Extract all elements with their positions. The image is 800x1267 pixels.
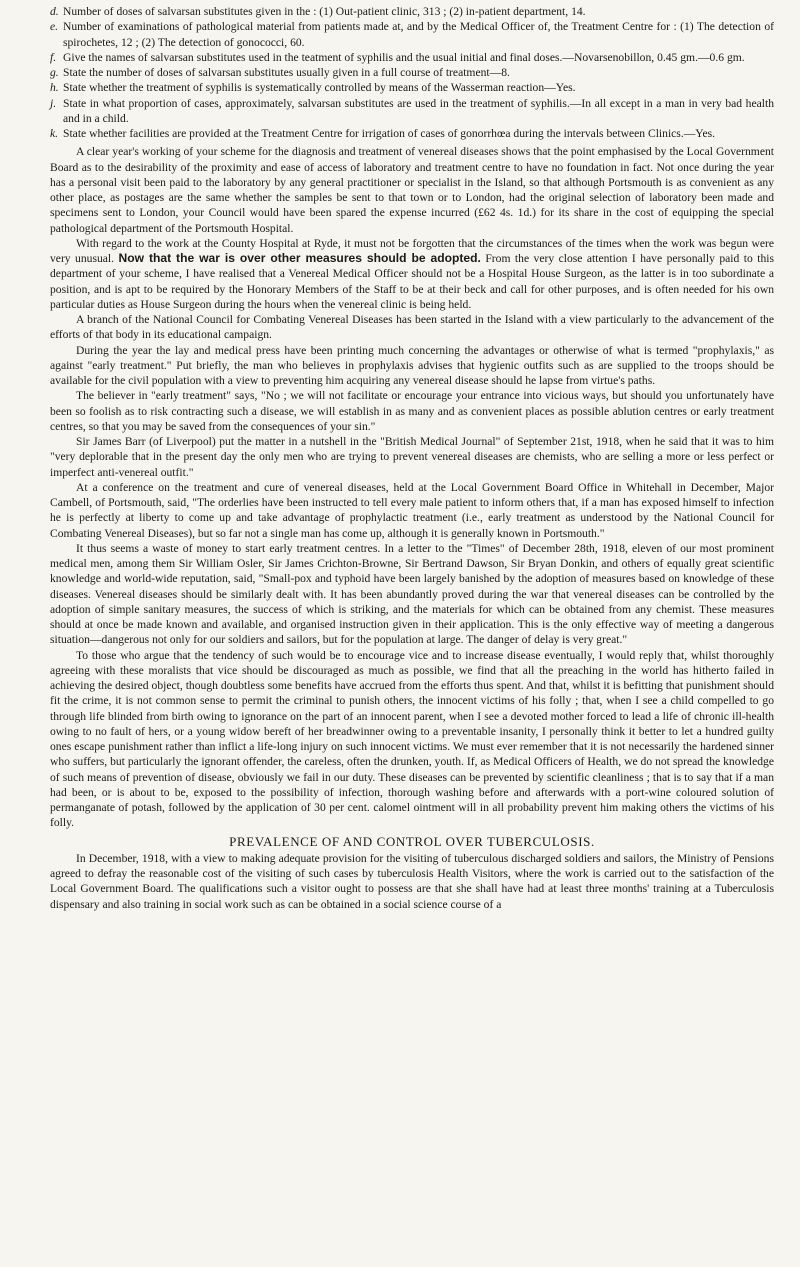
bold-emphasis: Now that the war is over other measures should be adopted. bbox=[118, 251, 481, 265]
paragraph-prophylaxis: During the year the lay and medical press have been printing much concerning the advantages or otherwise of what is termed "prophylaxis," as against "early treatment." Put briefly, the man who believes in prophylaxis advises that hygienic outfits such as are supplied to the troops should be available for the civil population with a view to preventing him acquiring any venereal disease should he lapse from virtue's paths. bbox=[50, 343, 774, 387]
paragraph-moralists: To those who argue that the tendency of such would be to encourage vice and to increase disease eventually, I would reply that, whilst thoroughly agreeing with these moralists that vice should be discouraged as much as possible, we find that all the preaching in the world has hitherto failed in achieving the desired object, though doubtless some benefits have accrued from the efforts thus spent. And that, whilst it is befitting that punishment should fit the crime, it is not common sense to permit the criminal to punish others, the innocent victims of his folly ; that, when I see a child compelled to go through life blinded from birth owing to ignorance on the part of an innocent parent, when I see a devoted mother forced to lead a life of chronic ill-health owing to no fault of hers, or a young widow bereft of her breadwinner owing to a preventable insanity, I personally think it better to let a hundred guilty ones escape punishment rather than inflict a life-long injury on such innocent victims. We must ever remember that it is not necessarily the hardened sinner who suffers, but particularly the ignorant offender, the careless, often the drunken, youth. If, as Medical Officers of Health, we do not spread the knowledge of such means of prevention of disease, obviously we fail in our duty. These diseases can be prevented by scientific cleanliness ; that is to say that if a man had been, or is about to be, exposed to the possibility of infection, thorough washing before and afterwards with a port-wine coloured solution of permanganate of potash, followed by the application of 30 per cent. calomel ointment will in all probability prevent him making others the victims of his folly. bbox=[50, 648, 774, 830]
item-text: Give the names of salvarsan substitutes used in the teatment of syphilis and the usual initial and final doses.—Novarsenobillon, 0.45 gm.—0.6 gm. bbox=[63, 50, 745, 64]
item-label: k. bbox=[50, 127, 59, 140]
paragraph-text: From the very close attention I have personally paid to this department of your scheme, I have realised that a Venereal Medical Officer should not be a Hospital House Surgeon, as the latter is in too subordinate a position, and is apt to be required by the Honorary Members of the Staff to be at their beck and call for other purposes, and is often needed for his own particular duties as House Surgeon during the hours when the venereal clinic is being held. bbox=[50, 252, 774, 311]
paragraph-times-letter: It thus seems a waste of money to start early treatment centres. In a letter to the "Times" of December 28th, 1918, eleven of our most prominent medical men, among them Sir William Osler, Sir James Crichton-Browne, Sir Bertrand Dawson, Sir Bryan Donkin, and others of equally great scientific knowledge and world-wide reputation, said, "Small-pox and typhoid have been largely banished by the adoption of measures based on knowledge of these diseases. Venereal diseases should be similarly dealt with. It has been abundantly proved during the war that venereal diseases can be controlled by the adoption of simple sanitary measures, the success of which is striking, and the materials for which can be obtained from any chemist. These measures should at once be made known and available, and organised instruction given in their application. This is the only effective way of meeting a dangerous situation—dangerous not only for our soldiers and sailors, but for the population at large. The danger of delay is very great." bbox=[50, 541, 774, 647]
paragraph-early-treatment: The believer in "early treatment" says, "No ; we will not facilitate or encourage your entrance into vicious ways, but should you unfortunately have been so foolish as to risk contracting such a disease, we will establish in as many and as convenient places as possible ablution centres or early treatment centres, so that you may be saved from the consequences of your sin." bbox=[50, 389, 774, 433]
paragraph-james-barr: Sir James Barr (of Liverpool) put the matter in a nutshell in the "British Medical Journal" of September 21st, 1918, when he said that it was to him "very deplorable that in the present day the only men who are trying to prevent venereal diseases are chemists, who are selling a more or less perfect or imperfect anti-venereal outfit." bbox=[50, 435, 774, 479]
list-item bbox=[50, 96, 774, 127]
questionnaire-items bbox=[50, 4, 774, 141]
item-text: State whether the treatment of syphilis is systematically controlled by means of the Wasserman reaction—Yes. bbox=[63, 81, 576, 95]
list-item bbox=[50, 4, 774, 19]
item-text: State the number of doses of salvarsan substitutes usually given in a full course of treatment—8. bbox=[63, 66, 510, 79]
paragraph-ryde-hospital bbox=[50, 236, 774, 312]
item-label: d. bbox=[50, 5, 59, 18]
paragraph-conference: At a conference on the treatment and cure of venereal diseases, held at the Local Government Board Office in Whitehall in December, Major Cambell, of Portsmouth, said, "The orderlies have been instructed to tell every male patient to inform others that, if a man has exposed himself to infection he is perfectly at liberty to come up and take advantage of prophylactic treatment (i.e., early treatment as understood by the National Council for Combating Venereal Diseases), but so far not a single man has come up, although it is generally known in Portsmouth." bbox=[50, 480, 774, 540]
section-heading: PREVALENCE OF AND CONTROL OVER TUBERCULOSIS. bbox=[229, 833, 595, 849]
paragraph-text: With regard to the work at the County Hospital at Ryde, it must not be forgotten that the circumstances of the times when the work was begun were very unusual. bbox=[50, 236, 774, 265]
item-text: State in what proportion of cases, approximately, salvarsan substitutes are used in the treatment of syphilis.—In all except in a man in very bad health and in a child. bbox=[63, 96, 774, 125]
item-label: j. bbox=[50, 96, 57, 110]
list-item bbox=[50, 65, 774, 80]
list-item bbox=[50, 80, 774, 95]
item-label: f. bbox=[50, 50, 57, 64]
list-item bbox=[50, 126, 774, 141]
list-item bbox=[50, 50, 774, 65]
item-text: Number of doses of salvarsan substitutes given in the : (1) Out-patient clinic, 313 ; (2) in-patient department, 14. bbox=[63, 5, 586, 18]
list-item bbox=[50, 19, 774, 50]
item-label: e. bbox=[50, 20, 59, 34]
paragraph-tuberculosis: In December, 1918, with a view to making adequate provision for the visiting of tuberculous discharged soldiers and sailors, the Ministry of Pensions agreed to defray the reasonable cost of the visiting of such cases by tuberculosis Health Visitors, where the work is carried out to the satisfaction of the Local Government Board. The qualifications such a visitor ought to possess are that she shall have had at least three months' training at a Tuberculosis dispensary and also training in social work such as can be obtained in a social science course of a bbox=[50, 851, 774, 911]
item-label: h. bbox=[50, 81, 59, 95]
item-text: State whether facilities are provided at the Treatment Centre for irrigation of cases of gonorrhœa during the intervals between Clinics.—Yes. bbox=[63, 127, 716, 140]
item-text: Number of examinations of pathological material from patients made at, and by the Medical Officer of, the Treatment Centre for : (1) The detection of spirochetes, 12 ; (2) The detection of gonococci, 60. bbox=[63, 20, 774, 49]
item-label: g. bbox=[50, 66, 59, 79]
paragraph-national-council: A branch of the National Council for Combating Venereal Diseases has been started in the Island with a view particularly to the advancement of the efforts of that body in its educational campaign. bbox=[50, 313, 774, 342]
paragraph-laboratory-access: A clear year's working of your scheme for the diagnosis and treatment of venereal diseases shows that the point emphasised by the Local Government Board as to the desirability of the proximity and ease of access of laboratory and treatment centre to have no foundation in fact. Not once during the year has a personal visit been paid to the laboratory by any general practitioner or specialist in the Island, so that although Portsmouth is as convenient as any other place, as postages are the same whether the samples be sent to that town or to London, had the original selection of laboratory been made and specimens sent to London, your Council would have been spared the expense incurred (£62 4s. 1d.) for its share in the cost of equipping the special pathological department of the Portsmouth Hospital. bbox=[50, 145, 774, 235]
